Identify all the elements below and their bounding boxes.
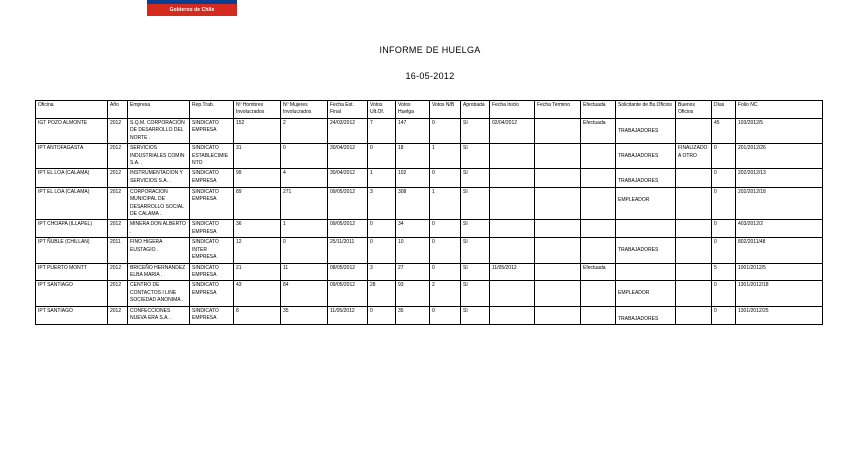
cell-efectuada xyxy=(581,169,616,187)
cell-dias: 0 xyxy=(712,169,736,187)
cell-buenos xyxy=(676,281,712,306)
cell-buenos: FINALIZADO A OTRO xyxy=(676,144,712,169)
cell-solicitante xyxy=(616,144,676,169)
cell-aprobada: SI xyxy=(461,263,490,281)
col-header: Solicitante de Bs.Oficios xyxy=(616,101,676,119)
cell-votos-huelga: 27 xyxy=(396,263,430,281)
cell-efectuada xyxy=(581,187,616,220)
cell-mujeres: 271 xyxy=(281,187,328,220)
cell-folio: 1001/2012/5 xyxy=(736,263,823,281)
cell-mujeres: 35 xyxy=(281,306,328,324)
cell-votos-nb: 1 xyxy=(430,187,461,220)
cell-fecha-est: 09/05/2012 xyxy=(328,187,368,220)
cell-fecha-inicio: 02/04/2012 xyxy=(490,119,535,144)
cell-anio: 2012 xyxy=(108,263,128,281)
cell-votos-nb: 0 xyxy=(430,263,461,281)
cell-mujeres: 0 xyxy=(281,238,328,263)
cell-fecha-termino xyxy=(535,306,581,324)
cell-votos-nb: 1 xyxy=(430,144,461,169)
col-header: Oficina xyxy=(36,101,108,119)
cell-fecha-inicio xyxy=(490,169,535,187)
cell-oficina: IPT PUERTO MONTT xyxy=(36,263,108,281)
cell-rep: SINDICATO ESTABLECIMIENTO xyxy=(190,144,234,169)
solicitante-value: TRABAJADORES xyxy=(618,178,659,185)
cell-rep: SINDICATO EMPRESA xyxy=(190,169,234,187)
table-row xyxy=(36,119,823,144)
cell-solicitante xyxy=(616,306,676,324)
cell-empresa: BRICEÑO HERNANDEZ ELBA MARIA . xyxy=(128,263,190,281)
col-header: Buenos Oficios xyxy=(676,101,712,119)
cell-votos-huelga: 93 xyxy=(396,281,430,306)
col-header: Aprobada xyxy=(461,101,490,119)
cell-folio: 1301/2012/25 xyxy=(736,306,823,324)
cell-votos-nb: 2 xyxy=(430,281,461,306)
cell-solicitante xyxy=(616,119,676,144)
cell-folio: 802/2011/48 xyxy=(736,238,823,263)
col-header: Folio NC xyxy=(736,101,823,119)
cell-fecha-termino xyxy=(535,119,581,144)
solicitante-value: TRABAJADORES xyxy=(618,153,659,160)
cell-fecha-est: 08/05/2012 xyxy=(328,263,368,281)
cell-buenos xyxy=(676,220,712,238)
col-header: Año xyxy=(108,101,128,119)
cell-oficina: IPT EL LOA (CALAMA) xyxy=(36,187,108,220)
cell-votos-huelga: 308 xyxy=(396,187,430,220)
cell-efectuada xyxy=(581,281,616,306)
cell-fecha-inicio xyxy=(490,306,535,324)
cell-fecha-inicio xyxy=(490,144,535,169)
cell-rep: SINDICATO EMPRESA xyxy=(190,263,234,281)
cell-fecha-est: 24/03/2012 xyxy=(328,119,368,144)
cell-aprobada: SI xyxy=(461,144,490,169)
cell-fecha-est: 09/05/2012 xyxy=(328,220,368,238)
cell-efectuada xyxy=(581,238,616,263)
cell-rep: SINDICATO INTER EMPRESA xyxy=(190,238,234,263)
cell-oficina: IPT CHOAPA (ILLAPEL) xyxy=(36,220,108,238)
cell-folio: 202/2012/18 xyxy=(736,187,823,220)
col-header: Empresa xyxy=(128,101,190,119)
cell-mujeres: 84 xyxy=(281,281,328,306)
cell-votos-ult: 28 xyxy=(368,281,396,306)
table-row xyxy=(36,144,823,169)
cell-hombres: 8 xyxy=(234,306,281,324)
cell-buenos xyxy=(676,306,712,324)
cell-votos-nb: 0 xyxy=(430,306,461,324)
cell-efectuada: Efectuada xyxy=(581,263,616,281)
cell-solicitante xyxy=(616,263,676,281)
cell-hombres: 31 xyxy=(234,144,281,169)
cell-votos-huelga: 10 xyxy=(396,238,430,263)
cell-folio: 202/2012/13 xyxy=(736,169,823,187)
cell-hombres: 99 xyxy=(234,169,281,187)
cell-votos-ult: 1 xyxy=(368,169,396,187)
cell-votos-huelga: 34 xyxy=(396,220,430,238)
cell-solicitante xyxy=(616,169,676,187)
solicitante-value: EMPLEADOR xyxy=(618,290,650,297)
cell-solicitante xyxy=(616,220,676,238)
cell-fecha-inicio xyxy=(490,281,535,306)
cell-efectuada xyxy=(581,144,616,169)
cell-anio: 2012 xyxy=(108,144,128,169)
cell-mujeres: 4 xyxy=(281,169,328,187)
cell-empresa: MINERA DON ALBERTO . xyxy=(128,220,190,238)
col-header: Fecha Termino xyxy=(535,101,581,119)
cell-hombres: 89 xyxy=(234,187,281,220)
cell-aprobada: SI xyxy=(461,238,490,263)
cell-aprobada: SI xyxy=(461,220,490,238)
cell-votos-ult: 0 xyxy=(368,238,396,263)
cell-votos-ult: 3 xyxy=(368,263,396,281)
col-header: Rep.Trab. xyxy=(190,101,234,119)
cell-fecha-termino xyxy=(535,238,581,263)
cell-fecha-termino xyxy=(535,263,581,281)
report-date: 16-05-2012 xyxy=(405,71,455,81)
table-row xyxy=(36,169,823,187)
cell-rep: SINDICATO EMPRESA xyxy=(190,119,234,144)
cell-fecha-termino xyxy=(535,144,581,169)
cell-fecha-est: 09/05/2012 xyxy=(328,281,368,306)
cell-votos-ult: 3 xyxy=(368,187,396,220)
cell-anio: 2012 xyxy=(108,281,128,306)
cell-dias: 0 xyxy=(712,306,736,324)
solicitante-value: TRABAJADORES xyxy=(618,128,659,134)
cell-oficina: IPT SANTIAGO xyxy=(36,281,108,306)
cell-efectuada: Efectuada xyxy=(581,119,616,144)
cell-rep: SINDICATO EMPRESA xyxy=(190,187,234,220)
cell-hombres: 21 xyxy=(234,263,281,281)
cell-anio: 2012 xyxy=(108,220,128,238)
solicitante-value: TRABAJADORES xyxy=(618,247,659,254)
cell-folio: 1301/2012/18 xyxy=(736,281,823,306)
cell-votos-ult: 7 xyxy=(368,119,396,144)
col-header: Votos Ult.Of. xyxy=(368,101,396,119)
cell-dias: 0 xyxy=(712,144,736,169)
col-header: Votos Huelga xyxy=(396,101,430,119)
cell-mujeres: 0 xyxy=(281,144,328,169)
cell-anio: 2012 xyxy=(108,169,128,187)
col-header: Nº Hombres Involucrados xyxy=(234,101,281,119)
cell-dias: 5 xyxy=(712,263,736,281)
cell-votos-nb: 0 xyxy=(430,119,461,144)
logo-text: Gobierno de Chile xyxy=(169,7,215,13)
cell-aprobada: SI xyxy=(461,187,490,220)
cell-aprobada: SI xyxy=(461,119,490,144)
cell-solicitante xyxy=(616,238,676,263)
col-header: Fecha Est. Final xyxy=(328,101,368,119)
cell-votos-ult: 0 xyxy=(368,220,396,238)
cell-folio: 403/2012/2 xyxy=(736,220,823,238)
cell-folio: 103/2012/5 xyxy=(736,119,823,144)
cell-fecha-est: 30/04/2012 xyxy=(328,169,368,187)
cell-dias: 0 xyxy=(712,187,736,220)
cell-dias: 0 xyxy=(712,238,736,263)
cell-anio: 2011 xyxy=(108,238,128,263)
cell-fecha-termino xyxy=(535,187,581,220)
cell-empresa: SERVICIOS INDUSTRIALES COMIN S.A. . xyxy=(128,144,190,169)
strike-report-table xyxy=(35,100,823,325)
col-header: Días xyxy=(712,101,736,119)
table-row xyxy=(36,238,823,263)
table-header-row xyxy=(36,101,823,119)
table-row xyxy=(36,281,823,306)
cell-hombres: 36 xyxy=(234,220,281,238)
cell-buenos xyxy=(676,263,712,281)
cell-fecha-inicio xyxy=(490,238,535,263)
solicitante-value: TRABAJADORES xyxy=(618,315,659,322)
cell-fecha-inicio xyxy=(490,187,535,220)
cell-mujeres: 11 xyxy=(281,263,328,281)
cell-buenos xyxy=(676,187,712,220)
cell-fecha-inicio: 11/05/2012 xyxy=(490,263,535,281)
government-logo xyxy=(147,0,237,16)
cell-votos-ult: 0 xyxy=(368,306,396,324)
table-row xyxy=(36,306,823,324)
solicitante-value: EMPLEADOR xyxy=(618,196,650,203)
cell-empresa: INSTRUMENTACION Y SERVICIOS S.A. . xyxy=(128,169,190,187)
cell-anio: 2012 xyxy=(108,119,128,144)
cell-anio: 2012 xyxy=(108,306,128,324)
table-row xyxy=(36,220,823,238)
cell-aprobada: SI xyxy=(461,306,490,324)
cell-fecha-est: 11/05/2012 xyxy=(328,306,368,324)
cell-efectuada xyxy=(581,220,616,238)
col-header: Votos N/B xyxy=(430,101,461,119)
cell-dias: 45 xyxy=(712,119,736,144)
cell-empresa: CONFECCIONES NUEVA ERA S.A. . xyxy=(128,306,190,324)
col-header: Fecha Inicio xyxy=(490,101,535,119)
cell-votos-nb: 0 xyxy=(430,238,461,263)
cell-hombres: 43 xyxy=(234,281,281,306)
cell-oficina: IPT SANTIAGO xyxy=(36,306,108,324)
cell-mujeres: 2 xyxy=(281,119,328,144)
cell-empresa: FINO HIGERA EUSTAGIO . xyxy=(128,238,190,263)
cell-votos-huelga: 102 xyxy=(396,169,430,187)
cell-votos-huelga: 35 xyxy=(396,306,430,324)
cell-fecha-termino xyxy=(535,169,581,187)
cell-fecha-est: 30/04/2012 xyxy=(328,144,368,169)
cell-votos-nb: 0 xyxy=(430,169,461,187)
cell-buenos xyxy=(676,238,712,263)
cell-fecha-inicio xyxy=(490,220,535,238)
cell-hombres: 152 xyxy=(234,119,281,144)
cell-votos-ult: 0 xyxy=(368,144,396,169)
cell-efectuada xyxy=(581,306,616,324)
cell-solicitante xyxy=(616,187,676,220)
cell-dias: 0 xyxy=(712,220,736,238)
cell-votos-nb: 0 xyxy=(430,220,461,238)
cell-dias: 0 xyxy=(712,281,736,306)
cell-votos-huelga: 18 xyxy=(396,144,430,169)
cell-hombres: 12 xyxy=(234,238,281,263)
table-row xyxy=(36,187,823,220)
cell-oficina: IPT EL LOA (CALAMA) xyxy=(36,169,108,187)
col-header: Efectuada xyxy=(581,101,616,119)
cell-rep: SINDICATO EMPRESA xyxy=(190,281,234,306)
cell-fecha-termino xyxy=(535,220,581,238)
cell-fecha-est: 25/11/2011 xyxy=(328,238,368,263)
cell-rep: SINDICATO EMPRESA xyxy=(190,220,234,238)
cell-buenos xyxy=(676,169,712,187)
cell-rep: SINDICATO EMPRESA xyxy=(190,306,234,324)
cell-oficina: IPT ANTOFAGASTA xyxy=(36,144,108,169)
cell-oficina: IGT POZO ALMONTE xyxy=(36,119,108,144)
cell-aprobada: SI xyxy=(461,169,490,187)
cell-aprobada: SI xyxy=(461,281,490,306)
cell-anio: 2012 xyxy=(108,187,128,220)
cell-buenos xyxy=(676,119,712,144)
cell-oficina: IPT ÑUBLE (CHILLAN) xyxy=(36,238,108,263)
col-header: Nº Mujeres Involucrados xyxy=(281,101,328,119)
report-title: INFORME DE HUELGA xyxy=(379,45,481,55)
cell-votos-huelga: 147 xyxy=(396,119,430,144)
cell-empresa: CORPORACION MUNICIPAL DE DESARROLLO SOCIAL DE CALAMA . xyxy=(128,187,190,220)
cell-solicitante xyxy=(616,281,676,306)
table-row xyxy=(36,263,823,281)
cell-empresa: CENTRO DE CONTACTOS I LINE SOCIEDAD ANONIMA . xyxy=(128,281,190,306)
cell-empresa: S.Q.M. CORPORACIÓN DE DESARROLLO DEL NORTE . xyxy=(128,119,190,144)
cell-folio: 201/2012/26 xyxy=(736,144,823,169)
cell-fecha-termino xyxy=(535,281,581,306)
cell-mujeres: 1 xyxy=(281,220,328,238)
